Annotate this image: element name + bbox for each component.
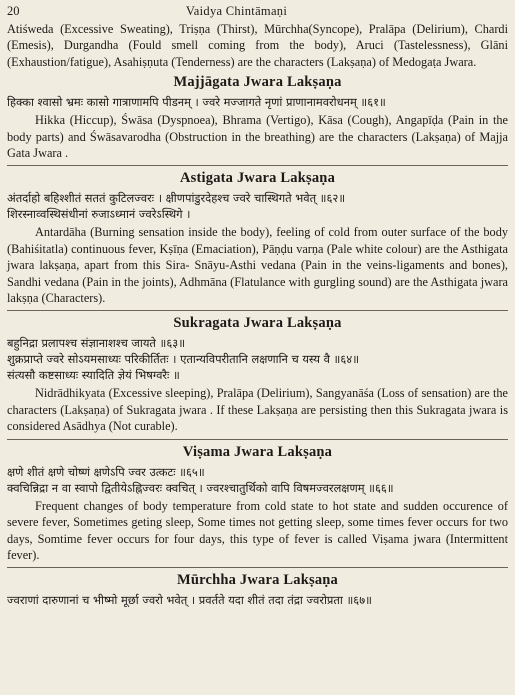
verse-line: हिक्का श्वासो भ्रमः कासो गात्राणामपि पीडनम् । ज्वरे मज्जागते नृणां प्राणानामवरोधनम् ॥६१॥ [7,95,386,110]
running-header [7,4,508,21]
section-heading-astigata: Astigata Jwara Lakṣaṇa [179,170,336,187]
sanskrit-verse-62 [7,190,508,222]
verse-line: शुक्रप्राप्ते ज्वरे सोऽयमसाध्यः परिकीर्तितः । एतान्यविपरीतानि लक्षणानि च यस्य वै ॥६४॥ [7,352,360,367]
section-divider [7,439,508,440]
running-title: Vaidya Chintāmaṇi [185,4,288,18]
section-heading-murchha: Mūrchha Jwara Lakṣaṇa [176,572,339,589]
page-number: 20 [7,4,20,18]
verse-line: क्षणे शीतं क्षणे चोष्णं क्षणेऽपि ज्वर उत्कटः ॥६५॥ [7,464,205,479]
section-text-astigata: Antardāha (Burning sensation inside the body), feeling of cold from outer surface of the body (Bahiśitatla) continuous fever, Kṣīṇa (Emaciation), Pāṇḍu varṇa (Pale white colour) are the Asthigata jwara lakṣaṇa, apart from this Sira- Snāyu-Asthi vedana (Pain in the veins-ligaments and bones), Sandhi vedana (Pain in the joints), Adhmāna (Flatulance with gurgling sound) are the Asthigata jwara lakṣṇa (Characters). [7,225,508,306]
verse-line: संत्यसौ कष्टसाध्यः स्यादिति ज्ञेयं भिषग्वरैः ॥ [7,368,180,383]
sanskrit-verse-63-64 [7,335,508,383]
verse-line: अंतर्दाहो बहिश्शीतं सततं कुटिलज्वरः । क्षीणपांडुरदेहश्च ज्वरे चास्थिगते भवेत् ॥६२॥ [7,191,346,206]
section-heading-sukragata: Sukragata Jwara Lakṣaṇa [173,315,342,332]
section-text-majjagata: Hikka (Hiccup), Śwāsa (Dyspnoea), Bhrama (Vertigo), Kāsa (Cough), Angapīḍa (Pain in the body parts) and Śwāsavarodha (Obstruction in the breathing) are the characters (Lakṣaṇa) of Majja Gata Jwara . [7,113,508,161]
section-heading-majjagata: Majjāgata Jwara Lakṣaṇa [173,74,342,91]
sanskrit-verse-65-66 [7,464,508,496]
section-divider [7,310,508,311]
section-heading-visama: Viṣama Jwara Lakṣaṇa [182,443,333,460]
verse-line: बहुनिद्रा प्रलापश्च संज्ञानाशश्च जायते ॥६३॥ [7,336,186,351]
sanskrit-verse-61 [7,94,508,110]
sanskrit-verse-67 [7,592,508,608]
intro-paragraph: Atiśweda (Excessive Sweating), Triṣṇa (Thirst), Mūrchha(Syncope), Pralāpa (Delirium), Chardi (Emesis), Durgandha (Fould smell coming from the body), Aruci (Tastelessness), Glāni (Exhaustion/fatigue), Asahiṣṇuta (Tenderness) are the characters (Lakṣaṇa) of Medogaṭa Jwara. [7,22,508,69]
verse-line: क्वचिन्निद्रा न वा स्वापो द्वितीयेऽह्निज्वरः क्वचित् । ज्वरश्चातुर्थिको वापि विषमज्वरलक्षणम् ॥६६॥ [7,480,394,495]
verse-line: शिरस्नाव्वस्थिसंधीनां रुजाऽध्मानं ज्वरेऽस्थिगे । [7,207,191,222]
verse-line: ज्वराणां दारुणानां च भीष्मो मूर्छा ज्वरो भवेत् । प्रवर्तते यदा शीतं तदा तंद्रा ज्वरोप्रता ॥६७॥ [7,593,372,608]
section-divider [7,567,508,568]
section-text-sukragata: Nidrādhikyata (Excessive sleeping), Pralāpa (Delirium), Sangyanāśa (Loss of sensation) are the characters (Lakṣaṇa) of Sukragata jwara . If these Lakṣaṇa are persisting then this Sukragata jwara is considered Asādhya (Not curable). [7,386,508,434]
section-divider [7,165,508,166]
section-text-visama: Frequent changes of body temperature from cold state to hot state and sudden occurence of severe fever, Sometimes geting sleep, Some times not getting sleep, some times fever occurs for two days, Somtime fever occurs for four days, this type of fever is called Viṣama jwara (Intermittent fever). [7,498,508,562]
